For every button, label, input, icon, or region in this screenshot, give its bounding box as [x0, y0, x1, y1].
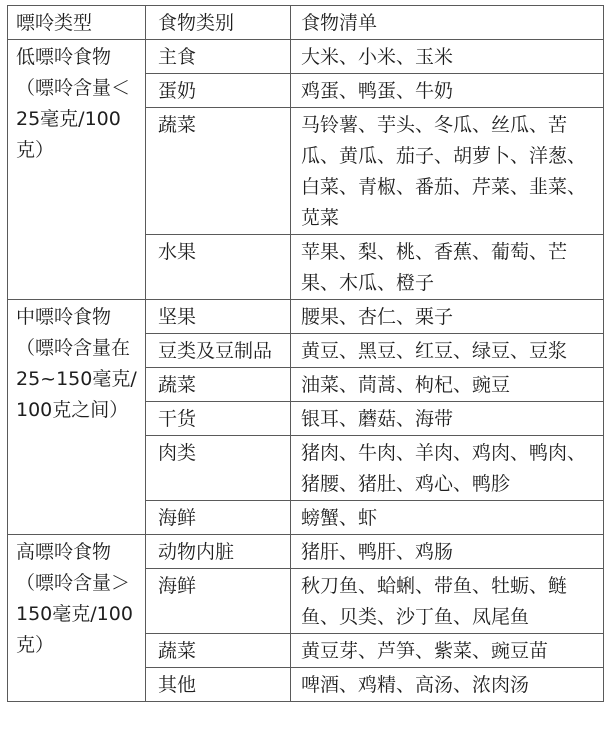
food-category: 蔬菜: [146, 108, 291, 235]
header-purine-type: 嘌呤类型: [8, 6, 146, 40]
food-category: 蔬菜: [146, 368, 291, 402]
food-category: 水果: [146, 235, 291, 300]
food-category: 其他: [146, 668, 291, 702]
purine-type-low: 低嘌呤食物（嘌呤含量＜25毫克/100克）: [8, 40, 146, 300]
food-category: 动物内脏: [146, 535, 291, 569]
food-list: 黄豆芽、芦笋、紫菜、豌豆苗: [291, 634, 604, 668]
table-row: [8, 535, 604, 569]
header-food-list: 食物清单: [291, 6, 604, 40]
food-category: 坚果: [146, 300, 291, 334]
header-food-category: 食物类别: [146, 6, 291, 40]
food-category: 蔬菜: [146, 634, 291, 668]
food-list: 大米、小米、玉米: [291, 40, 604, 74]
purine-type-high: 高嘌呤食物（嘌呤含量＞150毫克/100克）: [8, 535, 146, 702]
food-list: 啤酒、鸡精、高汤、浓肉汤: [291, 668, 604, 702]
food-category: 肉类: [146, 436, 291, 501]
food-list: 螃蟹、虾: [291, 501, 604, 535]
food-category: 豆类及豆制品: [146, 334, 291, 368]
food-category: 海鲜: [146, 569, 291, 634]
purine-food-table: [7, 5, 604, 702]
header-row: [8, 6, 604, 40]
food-list: 秋刀鱼、蛤蜊、带鱼、牡蛎、鲢鱼、贝类、沙丁鱼、凤尾鱼: [291, 569, 604, 634]
food-list: 鸡蛋、鸭蛋、牛奶: [291, 74, 604, 108]
food-category: 蛋奶: [146, 74, 291, 108]
table-row: [8, 300, 604, 334]
food-list: 马铃薯、芋头、冬瓜、丝瓜、苦瓜、黄瓜、茄子、胡萝卜、洋葱、白菜、青椒、番茄、芹菜、韭菜、苋菜: [291, 108, 604, 235]
purine-type-medium: 中嘌呤食物（嘌呤含量在25~150毫克/100克之间）: [8, 300, 146, 535]
food-list: 腰果、杏仁、栗子: [291, 300, 604, 334]
table-row: [8, 40, 604, 74]
food-category: 海鲜: [146, 501, 291, 535]
food-list: 猪肉、牛肉、羊肉、鸡肉、鸭肉、猪腰、猪肚、鸡心、鸭胗: [291, 436, 604, 501]
food-list: 黄豆、黑豆、红豆、绿豆、豆浆: [291, 334, 604, 368]
food-category: 主食: [146, 40, 291, 74]
food-list: 猪肝、鸭肝、鸡肠: [291, 535, 604, 569]
purine-table-container: [7, 5, 604, 702]
food-list: 油菜、茼蒿、枸杞、豌豆: [291, 368, 604, 402]
food-category: 干货: [146, 402, 291, 436]
food-list: 银耳、蘑菇、海带: [291, 402, 604, 436]
food-list: 苹果、梨、桃、香蕉、葡萄、芒果、木瓜、橙子: [291, 235, 604, 300]
